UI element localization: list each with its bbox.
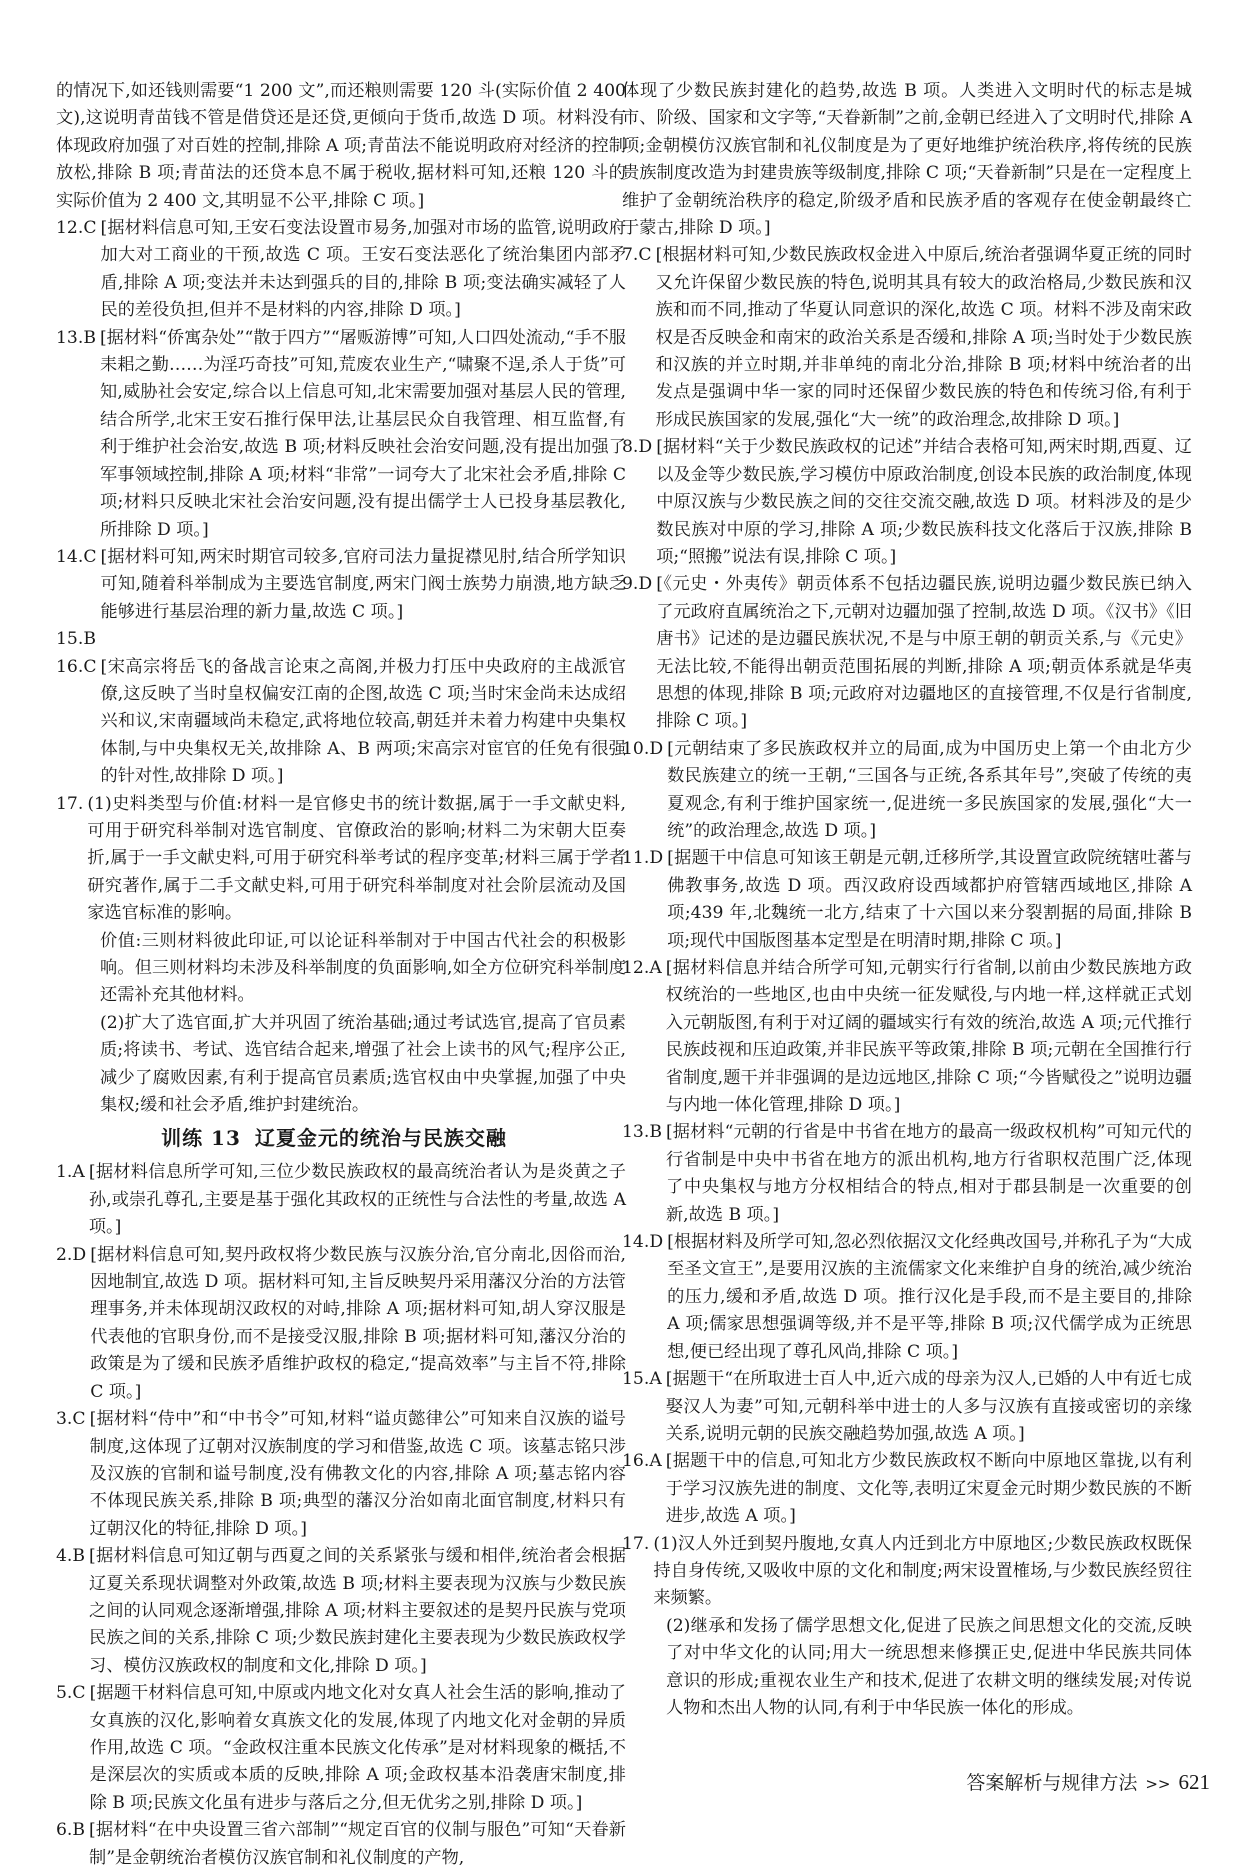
answer-explanation: [据题干中信息可知该王朝是元朝,迁移所学,其设置宣政院统辖吐蕃与佛教事务,故选 D 项。西汉政府设西域都护府管辖西域地区,排除 A 项;439 年,北魏统一北方,结束了十六国以来分裂割据的局面,排除 B 项;现代中国版图基本定型是在明清时期,排除 C 项。] bbox=[667, 848, 1192, 951]
answer-item bbox=[622, 1119, 1192, 1229]
answer-item bbox=[622, 736, 1192, 846]
answer-explanation: [据材料“侨寓杂处”“散于四方”“屠贩游博”可知,人口四处流动,“手不服耒耜之勤……为淫巧奇技”可知,荒废农业生产,“啸聚不逞,杀人于货”可知,威胁社会安定,综合以上信息可知,北宋需要加强对基层人民的管理,结合所学,北宋王安石推行保甲法,让基层民众自我管理、相互监督,有利于维护社会治安,故选 B 项;材料反映社会治安问题,没有提出加强了军事领域控制,排除 A 项;材料“非常”一词夸大了北宋社会矛盾,排除 C 项;材料只反映北宋社会治安问题,没有提出儒学士人已投身基层教化,所排除 D 项。] bbox=[99, 327, 626, 540]
answer-explanation: [据材料信息可知辽朝与西夏之间的关系紧张与缓和相伴,统治者会根据辽夏关系现状调整对外政策,故选 B 项;材料主要表现为汉族与少数民族之间的认同观念逐渐增强,排除 A 项;材料主要叙述的是契丹民族与党项民族之间的关系,排除 C 项;少数民族封建化主要表现为少数民族政权学习、模仿汉族政权的制度和文化,排除 D 项。] bbox=[89, 1546, 626, 1676]
answer-paragraph: (2)继承和发扬了儒学思想文化,促进了民族之间思想文化的交流,反映了对中华文化的认同;用大一统思想来修撰正史,促进中华民族共同体意识的形成;重视农业生产和技术,促进了农耕文明的继续发展;对传说人物和杰出人物的认同,有利于中华民族一体化的形成。 bbox=[666, 1615, 1192, 1718]
answer-number: 17. bbox=[56, 793, 84, 814]
answer-item bbox=[56, 654, 626, 791]
continuation-paragraph: 的情况下,如还钱则需要“1 200 文”,而还粮则需要 120 斗(实际价值 2 400 文),这说明青苗钱不管是借贷还是还贷,更倾向于货币,故选 D 项。材料没有体现政府加强了对百姓的控制,排除 A 项;青苗法不能说明政府对经济的控制放松,排除 B 项;青苗法的还贷本息不属于税收,据材料可知,还粮 120 斗的实际价值为 2 400 文,其明显不公平,排除 C 项。] bbox=[56, 81, 626, 211]
answer-item bbox=[56, 791, 626, 928]
answer-explanation: [宋高宗将岳飞的备战言论束之高阁,并极力打压中央政府的主战派官僚,这反映了当时皇权偏安江南的企图,故选 C 项;当时宋金尚未达成绍兴和议,宋南疆域尚未稳定,武将地位较高,朝廷并未着力构建中央集权体制,与中央集权无关,故排除 A、B 两项;宋高宗对宦官的任免有很强的针对性,故排除 D 项。] bbox=[100, 656, 626, 787]
answer-explanation: [元朝结束了多民族政权并立的局面,成为中国历史上第一个由北方少数民族建立的统一王朝,“三国各与正统,各系其年号”,突破了传统的夷夏观念,有利于维护国家统一,促进统一多民族国家的发展,强化“大一统”的政治理念,故选 D 项。] bbox=[667, 738, 1192, 841]
answer-number: 16.C bbox=[56, 656, 97, 677]
answer-explanation: [据材料信息所学可知,三位少数民族政权的最高统治者认为是炎黄之子孙,或崇孔尊孔,主要是基于强化其政权的正统性与合法性的考量,故选 A 项。] bbox=[88, 1162, 626, 1238]
answer-item bbox=[56, 1817, 626, 1872]
page-number: 621 bbox=[1178, 1770, 1210, 1794]
answer-item bbox=[622, 1229, 1192, 1366]
answer-explanation: (1)汉人外迁到契丹腹地,女真人内迁到北方中原地区;少数民族政权既保持自身传统,又吸收中原的文化和制度;两宋设置榷场,与少数民族经贸往来频繁。 bbox=[653, 1533, 1192, 1609]
answer-explanation: [据材料“元朝的行省是中书省在地方的最高一级政权机构”可知元代的行省制是中央中书省在地方的派出机构,地方行省职权范围广泛,体现了中央集权与地方分权相结合的特点,相对于郡县制是一次重要的创新,故选 B 项。] bbox=[665, 1122, 1192, 1225]
answer-number: 14.D bbox=[622, 1232, 664, 1253]
right-column bbox=[622, 78, 1192, 1722]
answer-item bbox=[56, 626, 626, 653]
answer-paragraph: 价值:三则材料彼此印证,可以论证科举制对于中国古代社会的积极影响。但三则材料均未涉及科举制度的负面影响,如全方位研究科举制度还需补充其他材料。 bbox=[100, 930, 626, 1006]
answer-number: 1.A bbox=[56, 1162, 85, 1183]
answer-number: 6.B bbox=[56, 1820, 86, 1841]
answer-number: 13.B bbox=[56, 327, 96, 348]
answer-explanation: (1)史料类型与价值:材料一是官修史书的统计数据,属于一手文献史料,可用于研究科举制对选官制度、官僚政治的影响;材料二为宋朝大臣奏折,属于一手文献史料,可用于研究科举考试的程序变革;材料三属于学者研究著作,属于二手文献史料,可用于研究科举制度对社会阶层流动及国家选官标准的影响。 bbox=[87, 793, 626, 924]
answer-number: 12.C bbox=[56, 218, 97, 239]
answer-explanation: [根据材料可知,少数民族政权金进入中原后,统治者强调华夏正统的同时又允许保留少数民族的特色,说明其具有较大的政治格局,少数民族和汉族和而不同,推动了华夏认同意识的深化,故选 C 项。材料不涉及南宋政权是否反映金和南宋的政治关系是否缓和,排除 A 项;当时处于少数民族和汉族的并立时期,并非单纯的南北分治,排除 B 项;材料中统治者的出发点是强调中华一家的同时还保留少数民族的特色和传统习俗,有利于形成民族国家的发展,强化“大一统”的政治理念,故排除 D 项。] bbox=[655, 245, 1192, 430]
answer-item bbox=[622, 1448, 1192, 1530]
answer-item bbox=[56, 1543, 626, 1680]
section-label: 训练 13 bbox=[161, 1126, 241, 1151]
answer-explanation: [据材料“在中央设置三省六部制”“规定百官的仪制与服色”可知“天眷新制”是金朝统治者模仿汉族官制和礼仪制度的产物, bbox=[89, 1820, 626, 1868]
answer-number: 7.C bbox=[622, 245, 652, 266]
answer-number: 9.D bbox=[622, 574, 653, 595]
answer-explanation: [据材料“侍中”和“中书令”可知,材料“谥贞懿律公”可知来自汉族的谥号制度,这体现了辽朝对汉族制度的学习和借鉴,故选 C 项。该墓志铭只涉及汉族的官制和谥号制度,没有佛教文化的内容,排除 A 项;墓志铭内容不体现民族关系,排除 B 项;典型的藩汉分治如南北面官制度,材料只有辽朝汉化的特征,排除 D 项。] bbox=[89, 1409, 626, 1539]
answer-explanation: [据题干“在所取进士百人中,近六成的母亲为汉人,已婚的人中有近七成娶汉人为妻”可知,元朝科举中进士的人多与汉族有直接或密切的亲缘关系,说明元朝的民族交融趋势加强,故选 A 项。] bbox=[665, 1369, 1192, 1444]
answer-number: 16.A bbox=[622, 1451, 662, 1472]
answer-item bbox=[56, 1159, 626, 1241]
section-heading bbox=[56, 1121, 626, 1155]
answer-item bbox=[622, 955, 1192, 1119]
answer-number: 11.D bbox=[622, 848, 664, 869]
answer-item bbox=[622, 1366, 1192, 1448]
section-title: 辽夏金元的统治与民族交融 bbox=[254, 1126, 507, 1151]
answer-explanation: [根据材料及所学可知,忽必烈依据汉文化经典改国号,并称孔子为“大成至圣文宣王”,是要用汉族的主流儒家文化来维护自身的统治,减少统治的压力,缓和矛盾,故选 D 项。推行汉化是手段,而不是主要目的,排除 A 项;儒家思想强调等级,并不是平等,排除 B 项;汉代儒学成为正统思想,便已经出现了尊孔风尚,排除 C 项。] bbox=[667, 1232, 1192, 1362]
page-footer bbox=[966, 1768, 1210, 1795]
answer-number: 5.C bbox=[56, 1683, 86, 1704]
answer-item bbox=[56, 215, 626, 325]
answer-item bbox=[56, 1406, 626, 1543]
answer-number: 3.C bbox=[56, 1409, 86, 1430]
answer-number: 12.A bbox=[622, 958, 662, 978]
continuation-paragraph: 体现了少数民族封建化的趋势,故选 B 项。人类进入文明时代的标志是城市、阶级、国家和文字等,“天眷新制”之前,金朝已经进入了文明时代,排除 A 项;金朝模仿汉族官制和礼仪制度是为了更好地维护统治秩序,将传统的民族贵族制度改造为封建贵族等级制度,排除 C 项;“天眷新制”只是在一定程度上维护了金朝统治秩序的稳定,阶级矛盾和民族矛盾的客观存在使金朝最终亡于蒙古,排除 D 项。] bbox=[622, 81, 1192, 239]
answer-explanation: [据材料信息可知,契丹政权将少数民族与汉族分治,官分南北,因俗而治,因地制宜,故选 D 项。据材料可知,主旨反映契丹采用藩汉分治的方法管理事务,并未体现胡汉政权的对峙,排除 A 项;据材料可知,胡人穿汉服是代表他的官职身份,而不是接受汉服,排除 B 项;据材料可知,藩汉分治的政策是为了缓和民族矛盾维护政权的稳定,“提高效率”与主旨不符,排除 C 项。] bbox=[90, 1244, 626, 1402]
answer-explanation: [据材料可知,两宋时期官司较多,官府司法力量捉襟见肘,结合所学知识可知,随着科举制成为主要选官制度,两宋门阀士族势力崩溃,地方缺乏能够进行基层治理的新力量,故选 C 项。] bbox=[100, 546, 626, 622]
answer-item bbox=[622, 845, 1192, 955]
answer-number: 13.B bbox=[622, 1122, 662, 1143]
answer-paragraph: (2)扩大了选官面,扩大并巩固了统治基础;通过考试选官,提高了官员素质;将读书、考试、选官结合起来,增强了社会上读书的风气;程序公正,减少了腐败因素,有利于提高官员素质;选官权由中央掌握,加强了中央集权;缓和社会矛盾,维护封建统治。 bbox=[100, 1012, 626, 1116]
answer-explanation: [据材料信息可知,王安石变法设置市易务,加强对市场的监管,说明政府加大对工商业的干预,故选 C 项。王安石变法恶化了统治集团内部矛盾,排除 A 项;变法并未达到强兵的目的,排除 B 项;变法确实减轻了人民的差役负担,但并不是材料的内容,排除 D 项。] bbox=[100, 218, 626, 321]
answer-explanation: [据题干材料信息可知,中原或内地文化对女真人社会生活的影响,推动了女真族的汉化,影响着女真族文化的发展,体现了内地文化对金朝的异质作用,故选 C 项。“金政权注重本民族文化传承”是对材料现象的概括,不是深层次的实质或本质的反映,排除 A 项;金政权基本沿袭唐宋制度,排除 B 项;民族文化虽有进步与落后之分,但无优劣之别,排除 D 项。] bbox=[89, 1683, 626, 1813]
answer-number: 15.B bbox=[56, 629, 96, 650]
answer-item bbox=[56, 544, 626, 626]
answer-explanation: [《元史・外夷传》朝贡体系不包括边疆民族,说明边疆少数民族已纳入了元政府直属统治之下,元朝对边疆加强了控制,故选 D 项。《汉书》《旧唐书》记述的是边疆民族状况,不是与中原王朝的朝贡关系,与《元史》无法比较,不能得出朝贡范围拓展的判断,排除 A 项;朝贡体系就是华夷思想的体现,排除 B 项;元政府对边疆地区的直接管理,不仅是行省制度,排除 C 项。] bbox=[656, 574, 1192, 732]
answer-explanation: [据题干中的信息,可知北方少数民族政权不断向中原地区靠拢,以有利于学习汉族先进的制度、文化等,表明辽宋夏金元时期少数民族的不断进步,故选 A 项。] bbox=[665, 1451, 1192, 1527]
footer-label: 答案解析与规律方法 bbox=[966, 1772, 1138, 1794]
answer-number: 15.A bbox=[622, 1369, 662, 1390]
answer-number: 8.D bbox=[622, 437, 653, 458]
answer-item bbox=[622, 242, 1192, 434]
answer-item bbox=[622, 1531, 1192, 1613]
left-column bbox=[56, 78, 626, 1872]
answer-explanation: [据材料“关于少数民族政权的记述”并结合表格可知,两宋时期,西夏、辽以及金等少数民族,学习模仿中原政治制度,创设本民族的政治制度,体现中原汉族与少数民族之间的交往交流交融,故选 D 项。材料涉及的是少数民族对中原的学习,排除 A 项;少数民族科技文化落后于汉族,排除 B 项;“照搬”说法有误,排除 C 项。] bbox=[656, 437, 1192, 567]
answer-item bbox=[56, 325, 626, 544]
answer-number: 14.C bbox=[56, 546, 97, 567]
answer-number: 10.D bbox=[622, 738, 664, 759]
answer-item bbox=[622, 571, 1192, 735]
answer-number: 17. bbox=[622, 1533, 650, 1554]
answer-number: 2.D bbox=[56, 1244, 87, 1265]
answer-explanation bbox=[100, 626, 626, 653]
double-chevron-right-icon: >> bbox=[1145, 1775, 1171, 1793]
answer-item bbox=[56, 1680, 626, 1817]
answer-item bbox=[622, 434, 1192, 571]
answer-explanation: [据材料信息并结合所学可知,元朝实行行省制,以前由少数民族地方政权统治的一些地区,也由中央统一征发赋役,与内地一样,这样就正式划入元朝版图,有利于对辽阔的疆域实行有效的统治,故选 A 项;元代推行民族歧视和压迫政策,并非民族平等政策,排除 B 项;元朝在全国推行行省制度,题干并非强调的是边远地区,排除 C 项;“今皆赋役之”说明边疆与内地一体化管理,排除 D 项。] bbox=[665, 958, 1192, 1116]
answer-number: 4.B bbox=[56, 1546, 86, 1567]
answer-item bbox=[56, 1242, 626, 1406]
